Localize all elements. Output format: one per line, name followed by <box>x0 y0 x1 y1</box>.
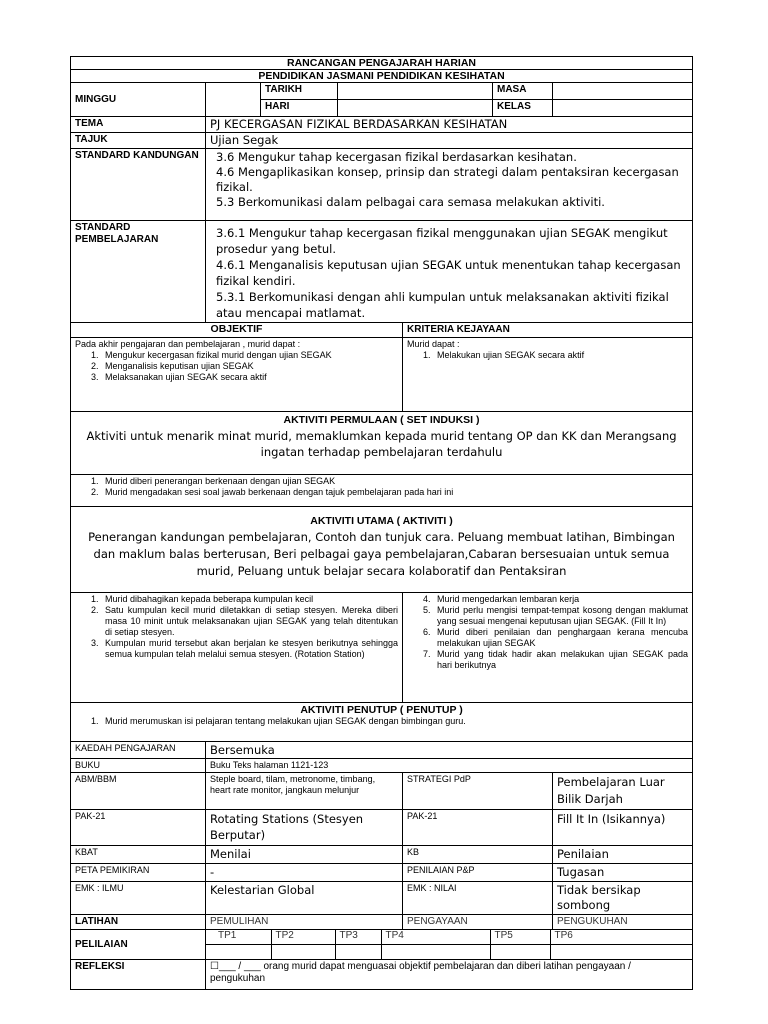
utama-item: 2. Satu kumpulan kecil murid diletakkan di setiap stesyen. Mereka diberi masa 10 minit untuk melaksanakan ujian SEGAK yang telah ditentukan di setiap stesyen. <box>101 605 398 638</box>
kelas-value[interactable] <box>553 100 693 117</box>
tema-label: TEMA <box>71 117 206 133</box>
emk-nilai-value: Tidak bersikap sombong <box>553 882 693 915</box>
pak21-value: Rotating Stations (Stesyen Berputar) <box>206 810 403 846</box>
standard-kandungan-list <box>206 149 693 221</box>
pak21-value-2: Fill It In (Isikannya) <box>553 810 693 846</box>
utama-left-list <box>71 593 403 703</box>
header-title: RANCANGAN PENGAJARAH HARIAN <box>71 57 693 70</box>
permulaan-section <box>71 412 693 475</box>
utama-item: 1. Murid dibahagikan kepada beberapa kumpulan kecil <box>101 594 398 605</box>
utama-item: 7. Murid yang tidak hadir akan melakukan ujian SEGAK pada hari berikutnya <box>433 649 688 671</box>
kb-value: Penilaian <box>553 846 693 864</box>
kaedah-label: KAEDAH PENGAJARAN <box>71 742 206 759</box>
masa-value[interactable] <box>553 83 693 100</box>
standard-pembelajaran-label: STANDARD PEMBELAJARAN <box>71 221 206 323</box>
standard-kandungan-label: STANDARD KANDUNGAN <box>71 149 206 221</box>
pelilaian-tp-cell <box>206 930 693 960</box>
permulaan-item: 1. Murid diberi penerangan berkenaan dengan ujian SEGAK <box>101 476 688 487</box>
permulaan-title: AKTIVITI PERMULAAN ( SET INDUKSI ) <box>283 414 480 426</box>
pelilaian-label: PELILAIAN <box>71 930 206 960</box>
pak21-label-2: PAK-21 <box>403 810 553 846</box>
objektif-item: 3. Melaksanakan ujian SEGAK secara aktif <box>101 372 398 383</box>
standard-pembelajaran-list <box>206 221 693 323</box>
kriteria-title: KRITERIA KEJAYAAN <box>403 323 693 338</box>
emk-ilmu-value: Kelestarian Global <box>206 882 403 915</box>
kriteria-intro: Murid dapat : <box>407 339 460 349</box>
minggu-value[interactable] <box>206 83 261 117</box>
latihan-pemulihan[interactable]: PEMULIHAN <box>206 915 403 930</box>
tp-box-1[interactable]: TP1 <box>206 930 271 944</box>
utama-item: 3. Kumpulan murid tersebut akan berjalan ke stesyen berikutnya sehingga semua kumpulan telah melalui semua stesyen. (Rotation Station) <box>101 638 398 660</box>
kriteria-item: 1. Melakukan ujian SEGAK secara aktif <box>433 350 688 361</box>
penutup-section <box>71 703 693 742</box>
objektif-title: OBJEKTIF <box>71 323 403 338</box>
utama-item: 4. Murid mengedarkan lembaran kerja <box>433 594 688 605</box>
lesson-plan-document <box>70 56 692 990</box>
tarikh-label: TARIKH <box>261 83 338 100</box>
penutup-title: AKTIVITI PENUTUP ( PENUTUP ) <box>300 704 463 716</box>
utama-item: 5. Murid perlu mengisi tempat-tempat kosong dengan maklumat yang sesuai mengenai keputusan ujian SEGAK. (Fill It In) <box>433 605 688 627</box>
hari-value[interactable] <box>338 100 493 117</box>
sp-item: 5.3.1 Berkomunikasi dengan ahli kumpulan untuk melaksanakan aktiviti fizikal atau mencapai matlamat. <box>216 290 669 320</box>
latihan-label: LATIHAN <box>71 915 206 930</box>
header-subtitle: PENDIDIKAN JASMANI PENDIDIKAN KESIHATAN <box>71 70 693 83</box>
emk-ilmu-label: EMK : ILMU <box>71 882 206 915</box>
tp-box-3[interactable]: TP3 <box>335 930 381 944</box>
peta-value: - <box>206 864 403 882</box>
utama-section <box>71 507 693 593</box>
tp-box-4[interactable]: TP4 <box>381 930 490 944</box>
tp-box-6[interactable]: TP6 <box>550 930 692 944</box>
strategi-value: Pembelajaran Luar Bilik Darjah <box>553 773 693 810</box>
latihan-pengayaan[interactable]: PENGAYAAN <box>403 915 553 930</box>
utama-item: 6. Murid diberi penilaian dan penghargaan kerana mencuba melakukan ujian SEGAK <box>433 627 688 649</box>
kbat-value: Menilai <box>206 846 403 864</box>
permulaan-item: 2. Murid mengadakan sesi soal jawab berkenaan dengan tajuk pembelajaran pada hari ini <box>101 487 688 498</box>
tp-box-5[interactable]: TP5 <box>490 930 550 944</box>
peta-label: PETA PEMIKIRAN <box>71 864 206 882</box>
objektif-content <box>71 338 403 412</box>
kelas-label: KELAS <box>493 100 553 117</box>
strategi-label: STRATEGI PdP <box>403 773 553 810</box>
objektif-item: 1. Mengukur kecergasan fizikal murid dengan ujian SEGAK <box>101 350 398 361</box>
kriteria-content <box>403 338 693 412</box>
sk-item: 5.3 Berkomunikasi dalam pelbagai cara semasa melakukan aktiviti. <box>216 195 605 209</box>
masa-label: MASA <box>493 83 553 100</box>
utama-right-list <box>403 593 693 703</box>
permulaan-list <box>71 475 693 507</box>
objektif-intro: Pada akhir pengajaran dan pembelajaran , murid dapat : <box>75 339 301 349</box>
buku-label: BUKU <box>71 759 206 773</box>
tajuk-value: Ujian Segak <box>206 133 693 149</box>
lesson-plan-table <box>70 56 693 990</box>
penutup-item: 1. Murid merumuskan isi pelajaran tentang melakukan ujian SEGAK dengan bimbingan guru. <box>101 716 688 727</box>
sk-item: 3.6 Mengukur tahap kecergasan fizikal berdasarkan kesihatan. <box>216 150 577 164</box>
kbat-label: KBAT <box>71 846 206 864</box>
tajuk-label: TAJUK <box>71 133 206 149</box>
sp-item: 4.6.1 Menganalisis keputusan ujian SEGAK untuk menentukan tahap kecergasan fizikal kendiri. <box>216 258 681 288</box>
abm-label: ABM/BBM <box>71 773 206 810</box>
tema-value: PJ KECERGASAN FIZIKAL BERDASARKAN KESIHATAN <box>206 117 693 133</box>
buku-value: Buku Teks halaman 1121-123 <box>206 759 693 773</box>
pak21-label: PAK-21 <box>71 810 206 846</box>
penilaian-value: Tugasan <box>553 864 693 882</box>
utama-title: AKTIVITI UTAMA ( AKTIVITI ) <box>310 515 453 527</box>
tarikh-value[interactable] <box>338 83 493 100</box>
penilaian-label: PENILAIAN P&P <box>403 864 553 882</box>
refleksi-label: REFLEKSI <box>71 960 206 990</box>
sp-item: 3.6.1 Mengukur tahap kecergasan fizikal menggunakan ujian SEGAK mengikut prosedur yang betul. <box>216 226 668 256</box>
minggu-label: MINGGU <box>71 83 206 117</box>
emk-nilai-label: EMK : NILAI <box>403 882 553 915</box>
sk-item: 4.6 Mengaplikasikan konsep, prinsip dan strategi dalam pentaksiran kecergasan fizikal. <box>216 165 679 194</box>
latihan-pengukuhan[interactable]: PENGUKUHAN <box>553 915 693 930</box>
kaedah-value: Bersemuka <box>206 742 693 759</box>
abm-value: Steple board, tilam, metronome, timbang, heart rate monitor, jangkaun melunjur <box>206 773 403 810</box>
refleksi-text[interactable]: ☐___ / ___ orang murid dapat menguasai objektif pembelajaran dan diberi latihan pengayaan / pengukuhan <box>206 960 693 990</box>
permulaan-desc: Aktiviti untuk menarik minat murid, memaklumkan kepada murid tentang OP dan KK dan Merangsang ingatan terhadap pembelajaran terdahulu <box>86 429 677 459</box>
hari-label: HARI <box>261 100 338 117</box>
utama-desc: Penerangan kandungan pembelajaran, Contoh dan tunjuk cara. Peluang membuat latihan, Bimbingan dan maklum balas berterusan, Beri pelbagai gaya pembelajaran,Cabaran bersesuaian untuk semua murid, Peluang untuk belajar secara kolaboratif dan Pentaksiran <box>88 530 675 578</box>
tp-box-2[interactable]: TP2 <box>271 930 335 944</box>
objektif-item: 2. Menganalisis keputisan ujian SEGAK <box>101 361 398 372</box>
kb-label: KB <box>403 846 553 864</box>
